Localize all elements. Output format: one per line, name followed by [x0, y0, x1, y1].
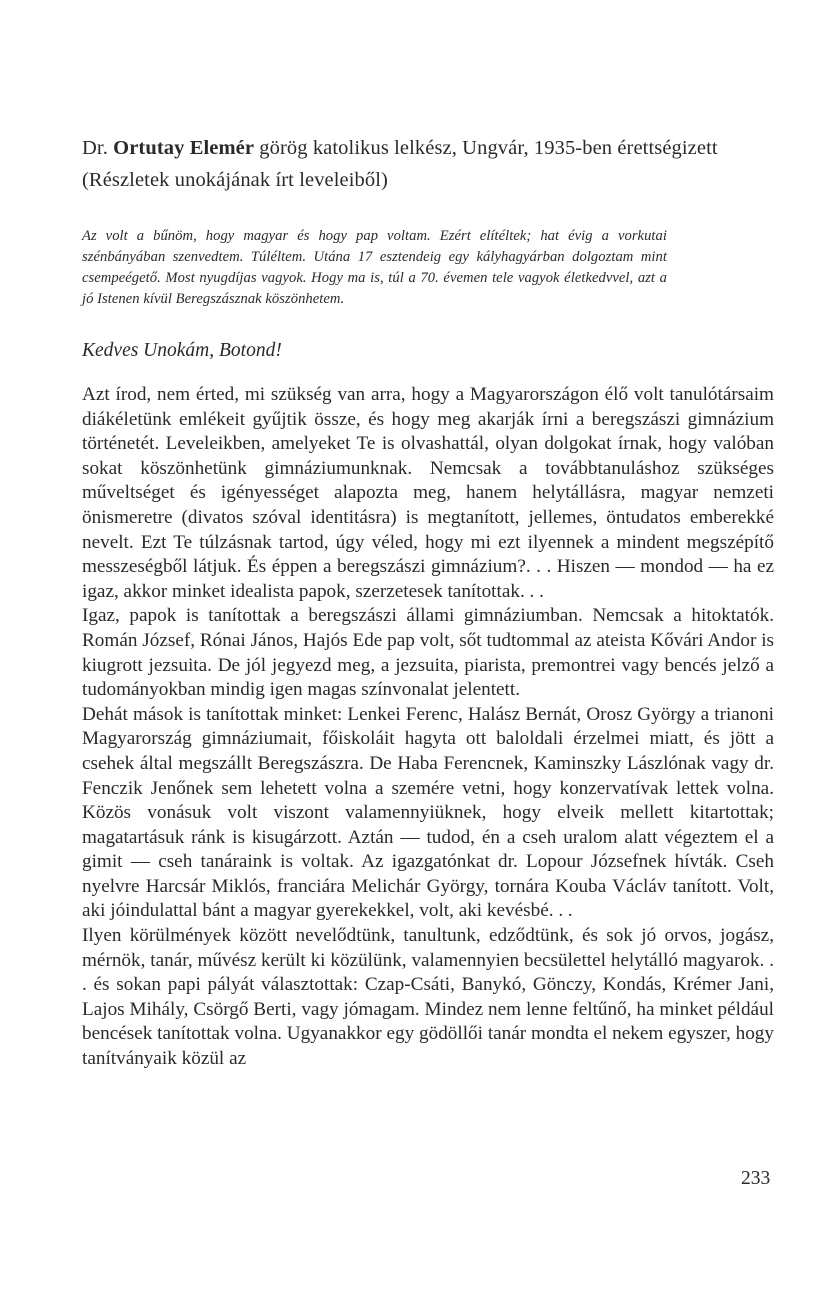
author-name: Ortutay Elemér [113, 137, 255, 159]
body-paragraph-4: Ilyen körülmények között nevelődtünk, tanultunk, edződtünk, és sok jó orvos, jogász, mérnök, tanár, művész került ki közülünk, valamennyien becsülettel helytálló magyarok. . . és sokan papi pályát választottak: Czap-Csáti, Banykó, Gönczy, Kondás, Krémer Jani, Lajos Mihály, Csörgő Berti, vagy jómagam. Mindez nem lenne feltűnő, ha minket például bencések tanítottak volna. Ugyanakkor egy gödöllői tanár mondta el nekem egyszer, hogy tanítványaik közül az [82, 925, 774, 1070]
intro-paragraph: Az volt a bűnöm, hogy magyar és hogy pap voltam. Ezért elítéltek; hat évig a vorkutai szénbányában szenvedtem. Túléltem. Utána 17 esztendeig egy kályhagyárban dolgoztam mint csempeégető. Most nyugdíjas vagyok. Hogy ma is, túl a 70. évemen tele vagyok életkedvvel, azt a jó Istenen kívül Beregszásznak köszönhetem. [82, 228, 667, 307]
author-prefix: Dr. [82, 137, 108, 159]
author-heading [82, 132, 774, 164]
page-content [82, 132, 774, 1072]
author-description: görög katolikus lelkész, Ungvár, 1935-ben érettségizett [259, 137, 718, 159]
subtitle: (Részletek unokájának írt leveleiből) [82, 169, 388, 191]
body-paragraph-1: Azt írod, nem érted, mi szükség van arra, hogy a Magyarországon élő volt tanulótársaim diákéletünk emlékeit gyűjtik össze, és hogy meg akarják írni a beregszászi gimnázium történetét. Leveleikben, amelyeket Te is olvashattál, olyan dolgokat írnak, hogy valóban sokat köszönhetünk gimnáziumunknak. Nemcsak a továbbtanuláshoz szükséges műveltséget és igényességet alapozta meg, hanem helytállásra, magyar nemzeti önismeretre (divatos szóval identitásra) is megtanított, jellemes, öntudatos emberekké nevelt. Ezt Te túlzásnak tartod, úgy véled, hogy mi ezt ilyennek a mindent megszépítő messzeségből látjuk. És éppen a beregszászi gimnázium?. . . Hiszen — mondod — ha ez igaz, akkor minket idealista papok, szerzetesek tanítottak. . . [82, 384, 774, 602]
body-paragraph-2: Igaz, papok is tanítottak a beregszászi állami gimnáziumban. Nemcsak a hitoktatók. Román József, Rónai János, Hajós Ede pap volt, sőt tudtommal az ateista Kővári Andor is kiugrott jezsuita. De jól jegyezd meg, a jezsuita, piarista, premontrei vagy bencés jelző a tudományokban mindig igen magas színvonalat jelentett. [82, 605, 774, 701]
body-paragraph-3: Dehát mások is tanítottak minket: Lenkei Ferenc, Halász Bernát, Orosz György a trianoni Magyarország gimnáziumait, főiskoláit hagyta ott baloldali érzelmei miatt, és jött a csehek által megszállt Beregszászra. De Haba Ferencnek, Kaminszky Lászlónak vagy dr. Fenczik Jenőnek sem lehetett volna a szemére vetni, hogy konzervatívak lettek volna. Közös vonásuk volt viszont valamennyiüknek, hogy elveik mellett kitartottak; magatartásuk ránk is kisugárzott. Aztán — tudod, én a cseh uralom alatt végeztem el a gimit — cseh tanáraink is voltak. Az igazgatónkat dr. Lopour Józsefnek hívták. Cseh nyelvre Harcsár Miklós, franciára Melichár György, tornára Kouba Václáv tanított. Volt, aki jóindulattal bánt a magyar gyerekekkel, volt, aki kevésbé. . . [82, 703, 774, 922]
salutation: Kedves Unokám, Botond! [82, 340, 282, 361]
letter-body [82, 383, 774, 1072]
page-number: 233 [741, 1168, 771, 1189]
